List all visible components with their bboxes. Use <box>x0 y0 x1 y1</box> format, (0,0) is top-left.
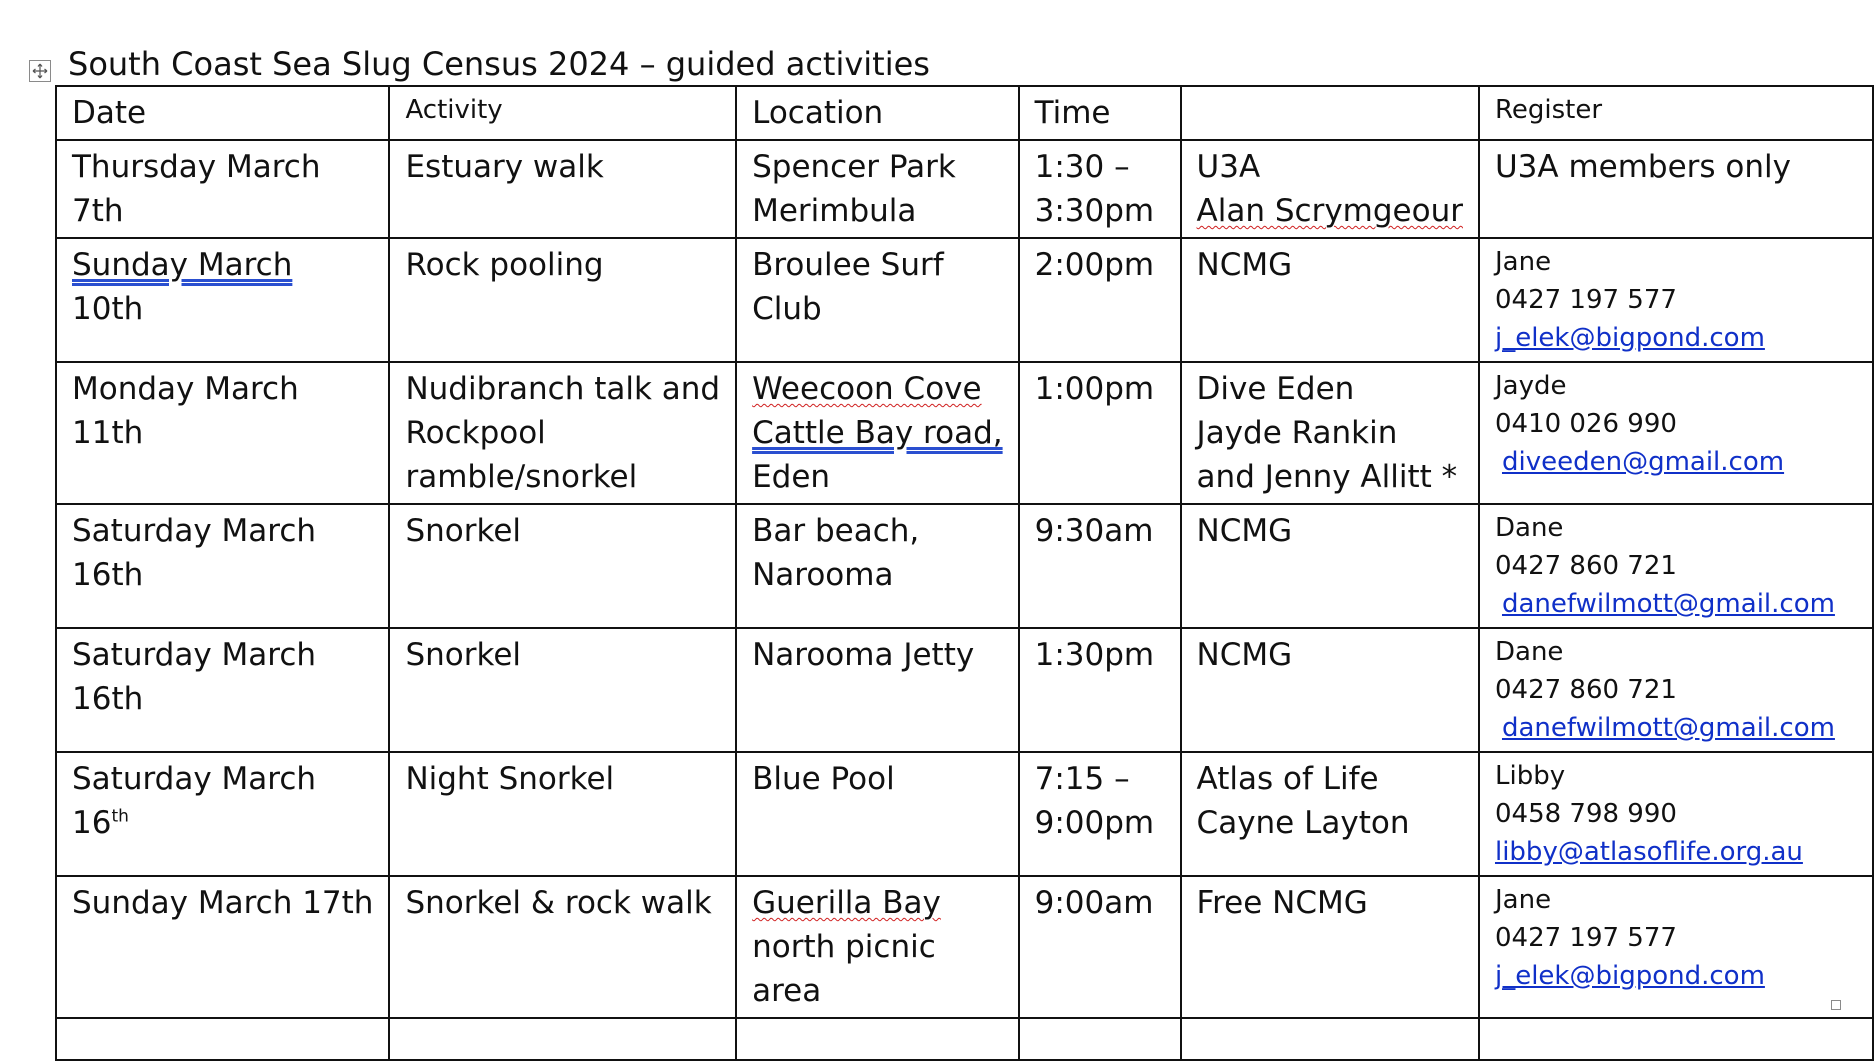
organiser-cell: NCMG <box>1181 504 1479 628</box>
time-cell: 9:00am <box>1019 876 1181 1018</box>
register-cell: Dane 0427 860 721 danefwilmott@gmail.com <box>1479 628 1873 752</box>
header-organiser <box>1181 86 1479 140</box>
location-cell: Bar beach, Narooma <box>736 504 1019 628</box>
move-arrows-icon <box>32 63 48 79</box>
location-cell: Broulee Surf Club <box>736 238 1019 362</box>
date-cell: Saturday March 16th <box>56 504 389 628</box>
register-email-link[interactable]: j_elek@bigpond.com <box>1494 961 1765 991</box>
register-cell: Jane 0427 197 577 j_elek@bigpond.com <box>1479 876 1873 1018</box>
table-move-handle-icon[interactable] <box>29 60 51 82</box>
activity-cell: Rock pooling <box>389 238 736 362</box>
header-date: Date <box>56 86 389 140</box>
header-activity: Activity <box>389 86 736 140</box>
table-row <box>56 752 1873 876</box>
activity-cell: Snorkel & rock walk <box>389 876 736 1018</box>
location-cell: Spencer Park Merimbula <box>736 140 1019 238</box>
register-cell: Jane 0427 197 577 j_elek@bigpond.com <box>1479 238 1873 362</box>
organiser-cell: Free NCMG <box>1181 876 1479 1018</box>
time-cell: 1:00pm <box>1019 362 1181 504</box>
table-row <box>56 876 1873 1018</box>
table-row <box>56 628 1873 752</box>
header-register: Register <box>1479 86 1873 140</box>
table-header-row <box>56 86 1873 140</box>
register-email-link[interactable]: diveeden@gmail.com <box>1501 447 1785 477</box>
activities-table <box>55 85 1874 1061</box>
table-row <box>56 504 1873 628</box>
location-cell: Narooma Jetty <box>736 628 1019 752</box>
register-cell: Dane 0427 860 721 danefwilmott@gmail.com <box>1479 504 1873 628</box>
table-row <box>56 362 1873 504</box>
register-email-link[interactable]: danefwilmott@gmail.com <box>1501 589 1835 619</box>
organiser-cell: U3A Alan Scrymgeour <box>1181 140 1479 238</box>
activity-cell: Night Snorkel <box>389 752 736 876</box>
table-row <box>56 140 1873 238</box>
document-title: South Coast Sea Slug Census 2024 – guided activities <box>68 45 930 83</box>
time-cell: 2:00pm <box>1019 238 1181 362</box>
location-cell: Weecoon Cove Cattle Bay road, Eden <box>736 362 1019 504</box>
register-email-link[interactable]: libby@atlasoflife.org.au <box>1494 837 1803 867</box>
activity-cell: Estuary walk <box>389 140 736 238</box>
register-email-link[interactable]: j_elek@bigpond.com <box>1494 323 1765 353</box>
organiser-cell: NCMG <box>1181 628 1479 752</box>
organiser-cell: NCMG <box>1181 238 1479 362</box>
date-cell: Saturday March 16th <box>56 752 389 876</box>
register-cell: Jayde 0410 026 990 diveeden@gmail.com <box>1479 362 1873 504</box>
register-email-link[interactable]: danefwilmott@gmail.com <box>1501 713 1835 743</box>
header-location: Location <box>736 86 1019 140</box>
time-cell: 1:30 – 3:30pm <box>1019 140 1181 238</box>
location-cell: Blue Pool <box>736 752 1019 876</box>
table-row <box>56 238 1873 362</box>
date-cell: Saturday March 16th <box>56 628 389 752</box>
activity-cell: Snorkel <box>389 628 736 752</box>
time-cell: 9:30am <box>1019 504 1181 628</box>
header-time: Time <box>1019 86 1181 140</box>
resize-square-icon[interactable] <box>1831 1000 1841 1010</box>
organiser-cell: Atlas of Life Cayne Layton <box>1181 752 1479 876</box>
date-cell: Thursday March 7th <box>56 140 389 238</box>
location-cell: Guerilla Bay north picnic area <box>736 876 1019 1018</box>
time-cell: 1:30pm <box>1019 628 1181 752</box>
register-cell: Libby 0458 798 990 libby@atlasoflife.org.au <box>1479 752 1873 876</box>
time-cell: 7:15 – 9:00pm <box>1019 752 1181 876</box>
date-cell: Monday March 11th <box>56 362 389 504</box>
activity-cell: Nudibranch talk and Rockpool ramble/snorkel <box>389 362 736 504</box>
register-cell: U3A members only <box>1479 140 1873 238</box>
organiser-cell: Dive Eden Jayde Rankin and Jenny Allitt * <box>1181 362 1479 504</box>
date-cell: Sunday March 10th <box>56 238 389 362</box>
activity-cell: Snorkel <box>389 504 736 628</box>
date-cell: Sunday March 17th <box>56 876 389 1018</box>
